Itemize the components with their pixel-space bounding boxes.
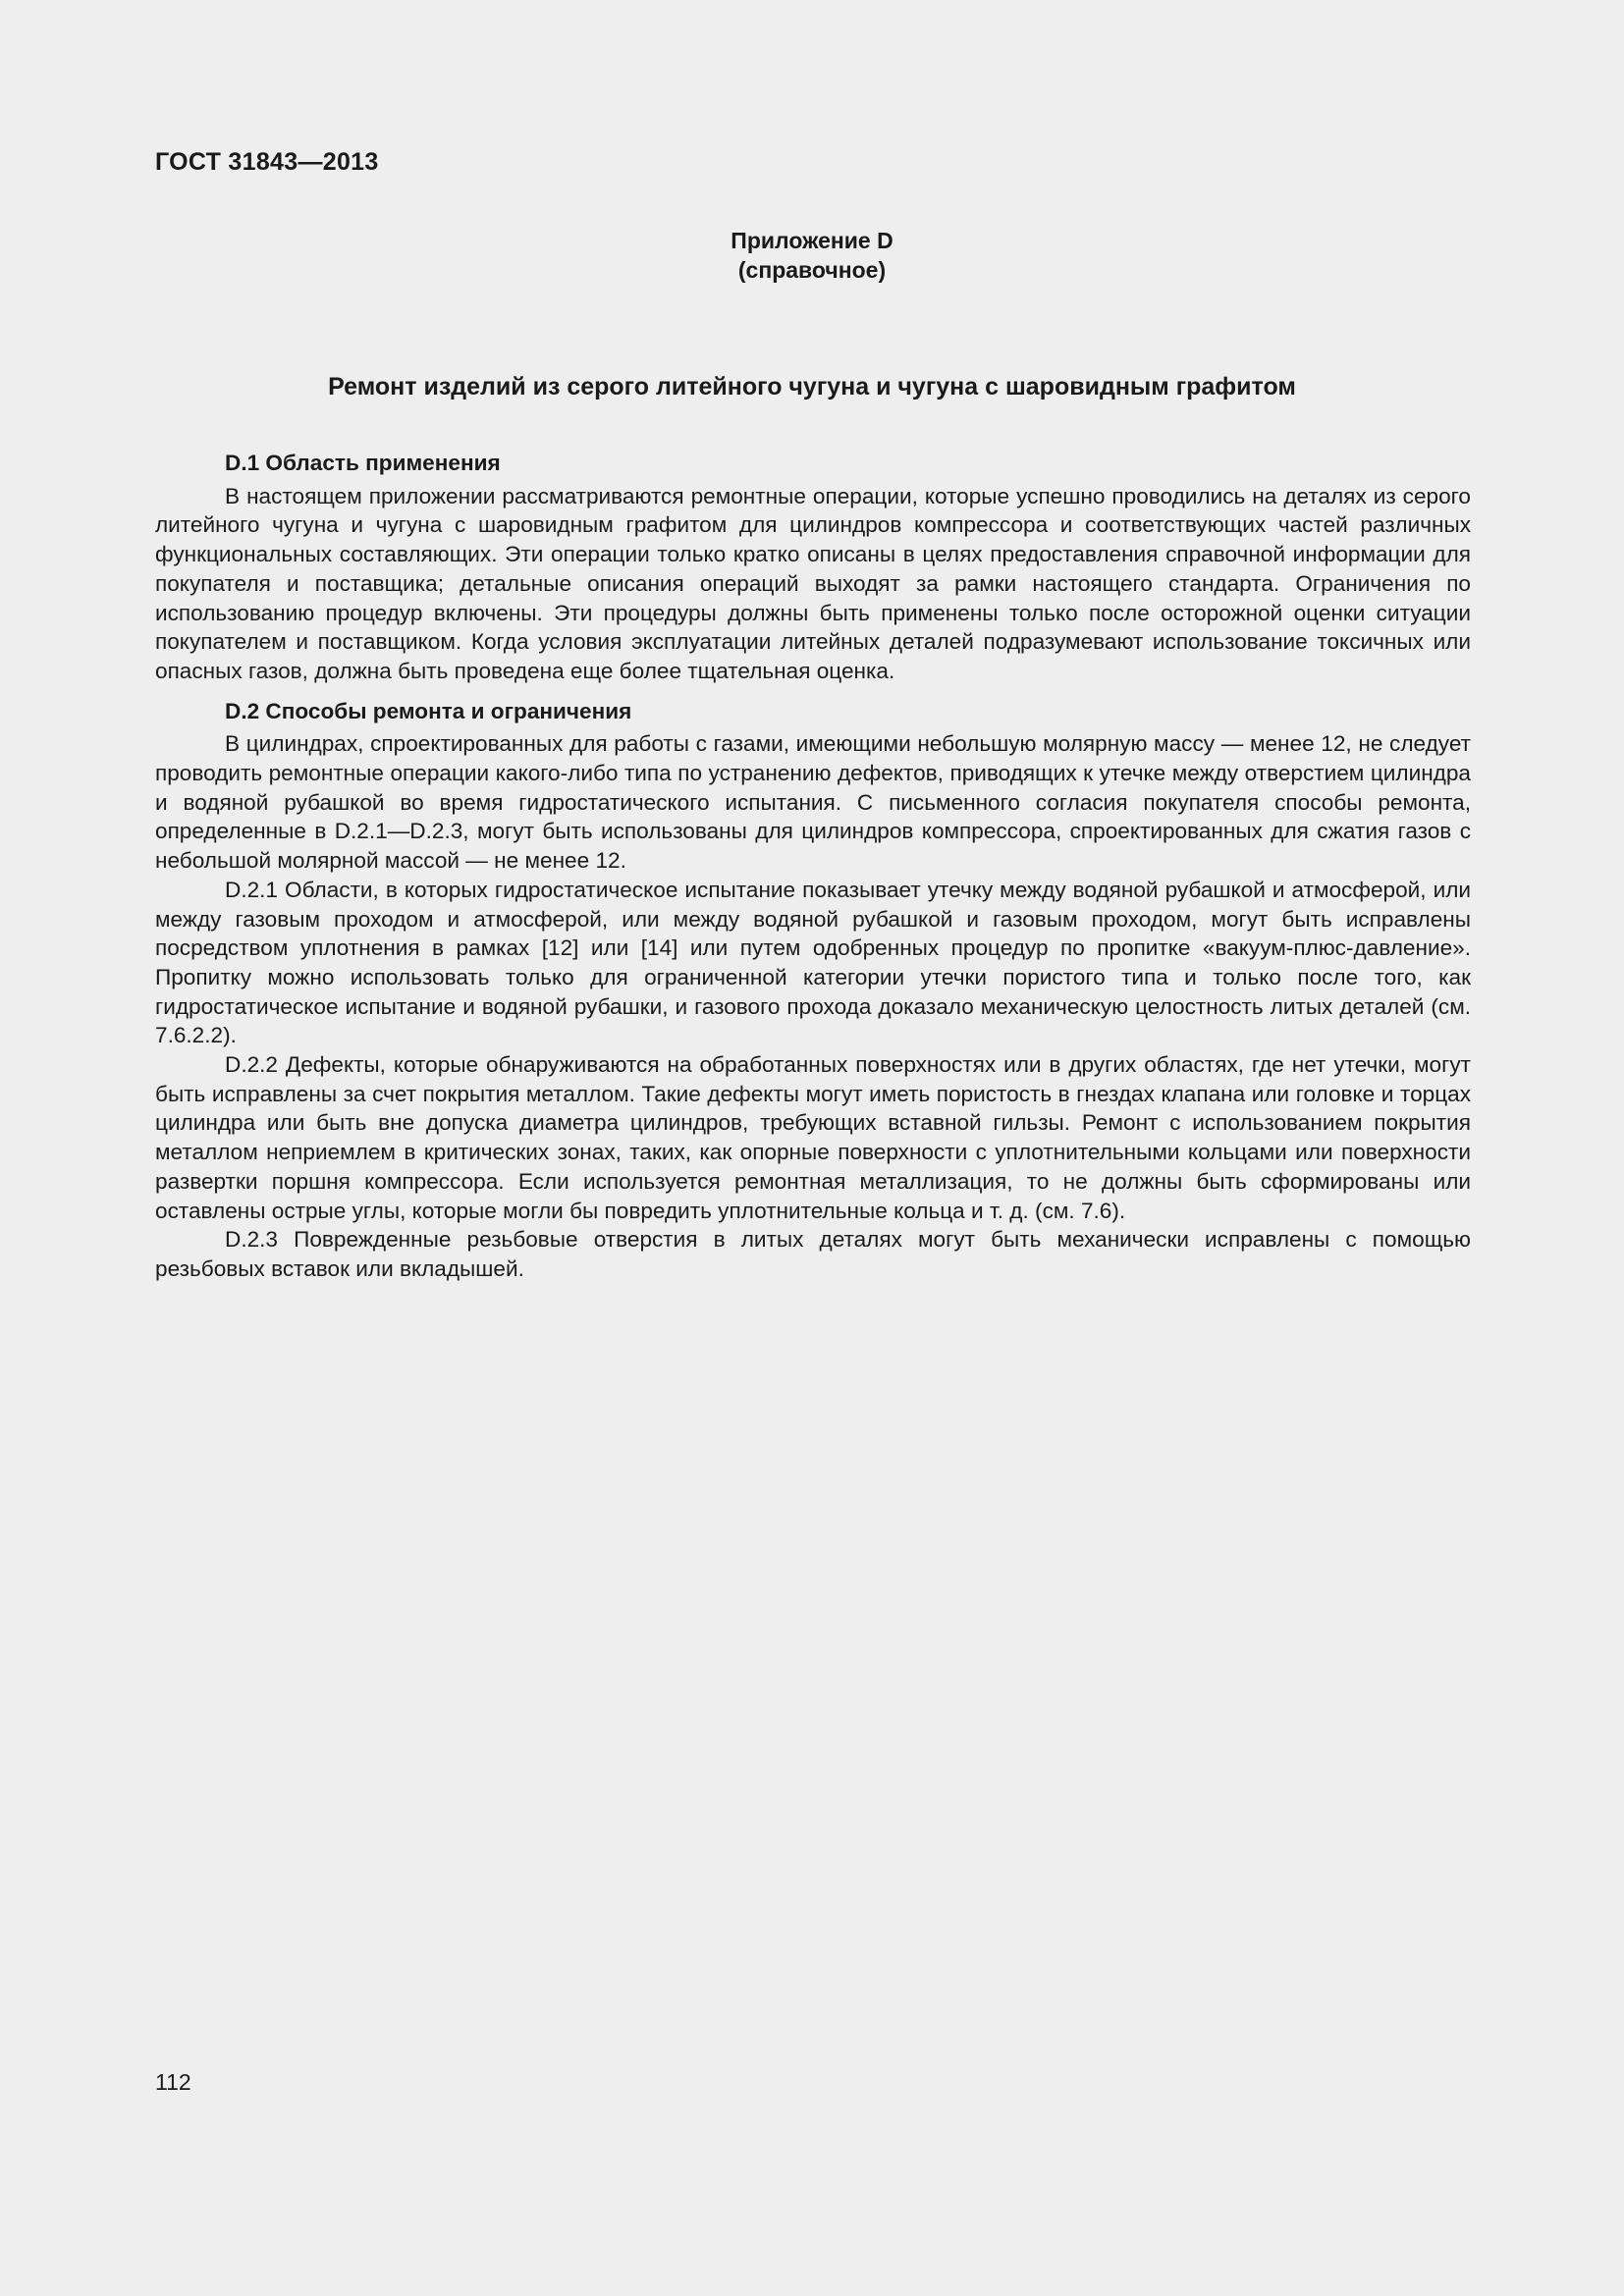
appendix-block bbox=[0, 226, 1624, 285]
section-heading-d2: D.2 Способы ремонта и ограничения bbox=[225, 698, 632, 723]
paragraph-d2-intro: В цилиндрах, спроектированных для работы с газами, имеющими небольшую молярную массу — менее 12, не следует проводить ремонтные операции какого-либо типа по устранению дефектов, приводящих к утечке между отверстием цилиндра и водяной рубашкой во время гидростатического испытания. С письменного согласия покупателя способы ремонта, определенные в D.2.1—D.2.3, могут быть использованы для цилиндров компрессора, спроектированных для сжатия газов с небольшой молярной массой — не менее 12. bbox=[155, 731, 1471, 874]
standard-code: ГОСТ 31843—2013 bbox=[155, 148, 379, 176]
paragraph-d2-2: D.2.2 Дефекты, которые обнаруживаются на обработанных поверхностях или в других областях, где нет утечки, могут быть исправлены за счет покрытия металлом. Такие дефекты могут иметь пористость в гнездах клапана или головке и торцах цилиндра или быть вне допуска диаметра цилиндров, требующих вставной гильзы. Ремонт с использованием покрытия металлом неприемлем в критических зонах, таких, как опорные поверхности с уплотнительными кольцами или поверхности развертки поршня компрессора. Если используется ремонтная металлизация, то не должны быть сформированы или оставлены острые углы, которые могли бы повредить уплотнительные кольца и т. д. (см. 7.6). bbox=[155, 1052, 1471, 1223]
document-body bbox=[155, 449, 1471, 1284]
appendix-label: Приложение D bbox=[731, 228, 893, 253]
paragraph-d1: В настоящем приложении рассматриваются ремонтные операции, которые успешно проводились на деталях из серого литейного чугуна и чугуна с шаровидным графитом для цилиндров компрессора и соответствующих частей различных функциональных составляющих. Эти операции только кратко описаны в целях предоставления справочной информации для покупателя и поставщика; детальные описания операций выходят за рамки настоящего стандарта. Ограничения по использованию процедур включены. Эти процедуры должны быть применены только после осторожной оценки ситуации покупателем и поставщиком. Когда условия эксплуатации литейных деталей подразумевают использование токсичных или опасных газов, должна быть проведена еще более тщательная оценка. bbox=[155, 483, 1471, 683]
paragraph-d2-1: D.2.1 Области, в которых гидростатическое испытание показывает утечку между водяной рубашкой и атмосферой, или между газовым проходом и атмосферой, или между водяной рубашкой и газовым проходом, могут быть исправлены посредством уплотнения в рамках [12] или [14] или путем одобренных процедур по пропитке «вакуум-плюс-давление». Пропитку можно использовать только для ограниченной категории утечки пористого типа и только после того, как гидростатическое испытание и водяной рубашки, и газового прохода доказало механическую целостность литых деталей (см. 7.6.2.2). bbox=[155, 877, 1471, 1048]
page-number: 112 bbox=[155, 2069, 191, 2095]
paragraph-d2-3: D.2.3 Поврежденные резьбовые отверстия в литых деталях могут быть механически исправлены с помощью резьбовых вставок или вкладышей. bbox=[155, 1227, 1471, 1281]
appendix-type: (справочное) bbox=[737, 257, 887, 283]
section-heading-d1: D.1 Область применения bbox=[225, 451, 501, 475]
appendix-title: Ремонт изделий из серого литейного чугуна и чугуна с шаровидным графитом bbox=[328, 373, 1296, 400]
